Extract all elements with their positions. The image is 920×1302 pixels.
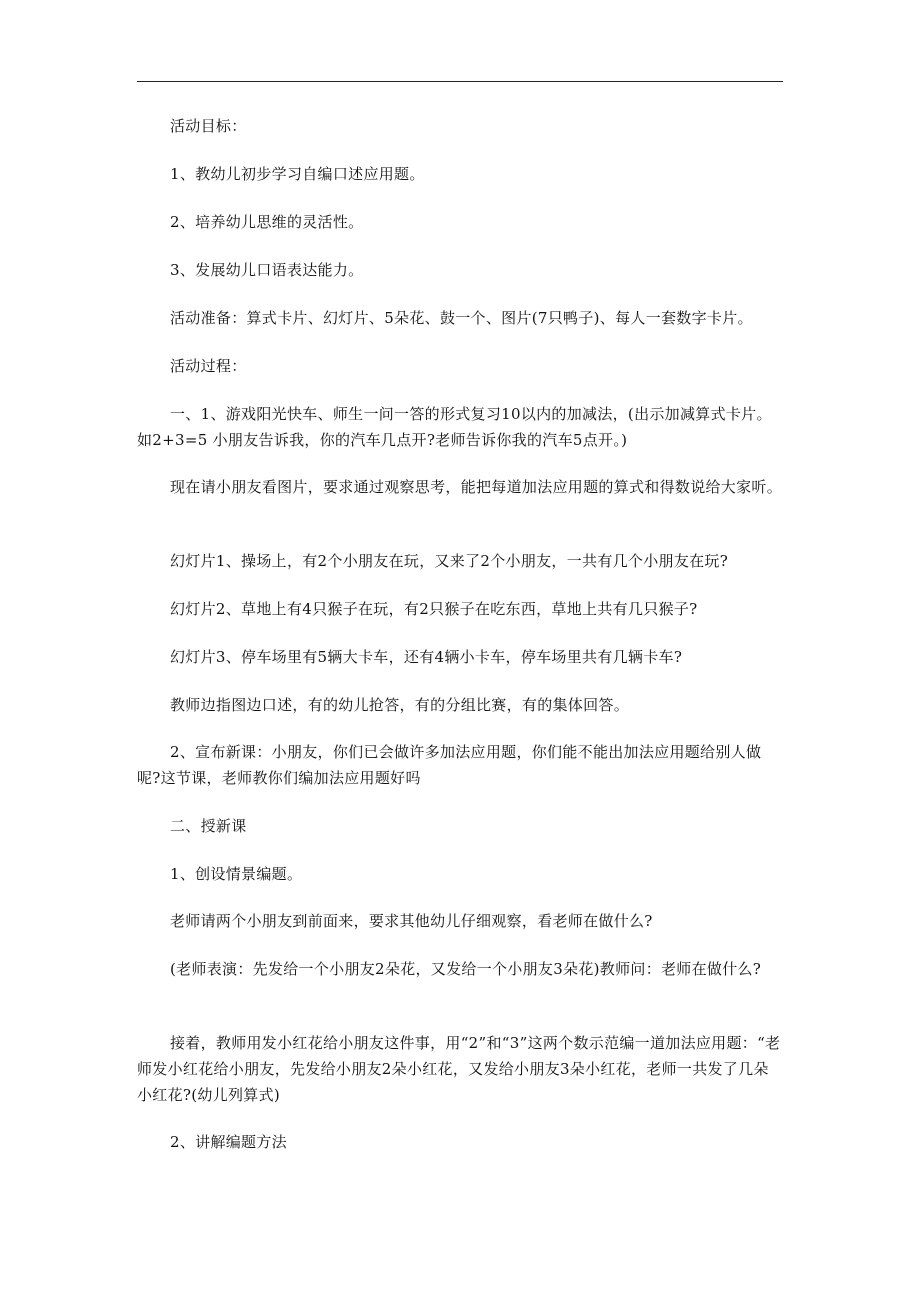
example-problem: 接着，教师用发小红花给小朋友这件事，用“2”和“3”这两个数示范编一道加法应用题：“老师发小红花给小朋友，先发给小朋友2朵小红花，又发给小朋友3朵小红花，老师一共发了几朵小红花?(幼儿列算式) — [137, 1034, 781, 1104]
new-lesson-step-2: 2、讲解编题方法 — [170, 1133, 287, 1151]
slide-question-3: 幻灯片3、停车场里有5辆大卡车，还有4辆小卡车，停车场里共有几辆卡车? — [170, 648, 683, 666]
teacher-demonstration: (老师表演：先发给一个小朋友2朵花，又发给一个小朋友3朵花)教师问：老师在做什么? — [170, 960, 762, 978]
teacher-narration: 教师边指图边口述，有的幼儿抢答，有的分组比赛，有的集体回答。 — [170, 696, 630, 714]
new-lesson-step-1: 1、创设情景编题。 — [170, 865, 303, 883]
header-rule — [137, 81, 783, 82]
section-heading-new-lesson: 二、授新课 — [170, 817, 247, 835]
observe-instruction: 现在请小朋友看图片，要求通过观察思考，能把每道加法应用题的算式和得数说给大家听。 — [170, 478, 783, 496]
section-heading-goals: 活动目标： — [170, 117, 247, 135]
slide-question-1: 幻灯片1、操场上，有2个小朋友在玩，又来了2个小朋友，一共有几个小朋友在玩? — [170, 552, 729, 570]
goal-item-3: 3、发展幼儿口语表达能力。 — [170, 261, 364, 279]
slide-question-2: 幻灯片2、草地上有4只猴子在玩，有2只猴子在吃东西，草地上共有几只猴子? — [170, 600, 698, 618]
preparation-paragraph: 活动准备：算式卡片、幻灯片、5朵花、鼓一个、图片(7只鸭子)、每人一套数字卡片。 — [170, 309, 753, 327]
announce-new-lesson: 2、宣布新课：小朋友，你们已会做许多加法应用题，你们能不能出加法应用题给别人做呢?这节课，老师教你们编加法应用题好吗 — [137, 743, 762, 787]
teacher-request: 老师请两个小朋友到前面来，要求其他幼儿仔细观察，看老师在做什么? — [170, 912, 653, 930]
section-heading-process: 活动过程： — [170, 357, 247, 375]
goal-item-1: 1、教幼儿初步学习自编口述应用题。 — [170, 165, 425, 183]
goal-item-2: 2、培养幼儿思维的灵活性。 — [170, 213, 364, 231]
process-step-1: 一、1、游戏阳光快车、师生一问一答的形式复习10以内的加减法，(出示加减算式卡片。如2+3=5 小朋友告诉我，你的汽车几点开?老师告诉你我的汽车5点开。) — [137, 405, 772, 449]
